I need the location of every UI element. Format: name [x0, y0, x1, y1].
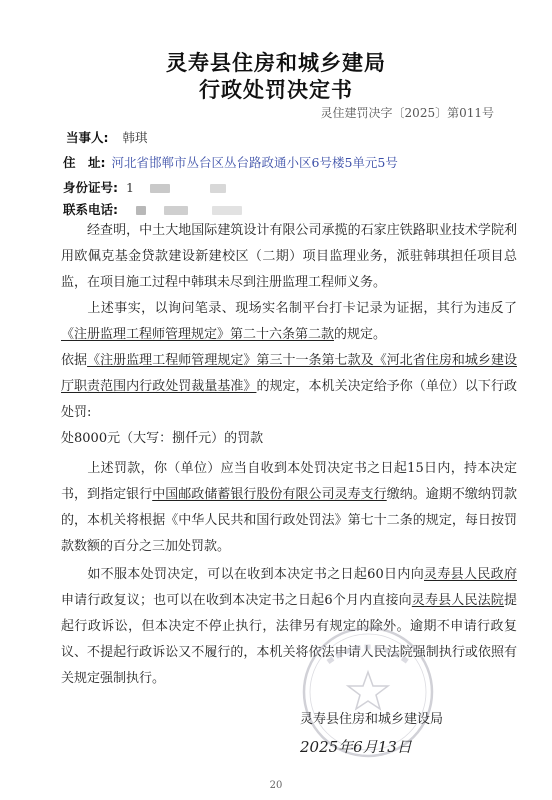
redacted-id-block [210, 184, 226, 193]
evidence-paragraph: 上述事实，以询问笔录、现场实名制平台打卡记录为证据，其行为违反了《注册监理工程师管理规定》第二十六条第二款的规定。 [61, 301, 517, 342]
findings-paragraph: 经查明，中土大地国际建筑设计有限公司承揽的石家庄铁路职业技术学院利用欧佩克基金贷款建设新建校区（二期）项目监理业务，派驻韩琪担任项目总监，在项目施工过程中韩琪未尽到注册监理工程师义务。 [61, 223, 517, 290]
document-number: 灵住建罚决字〔2025〕第011号 [320, 106, 494, 120]
document-title: 行政处罚决定书 [199, 77, 353, 102]
payment-paragraph: 上述罚款，你（单位）应当自收到本处罚决定书之日起15日内，持本决定书，到指定银行中国邮政储蓄银行股份有限公司灵寿支行缴纳。逾期不缴纳罚款的，本机关将根据《中华人民共和国行政处罚法》第七十二条的规定，每日按罚款数额的百分之三加处罚款。 [61, 461, 517, 554]
party-name-label: 当事人: [66, 130, 109, 145]
party-name-row [66, 128, 148, 146]
penalty-line: 处8000元（大写：捌仟元）的罚款 [61, 431, 264, 446]
party-name: 韩琪 [122, 130, 148, 145]
basis-regulations: 《注册监理工程师管理规定》第三十一条第七款及《河北省住房和城乡建设厅职责范围内行政处罚裁量基准》 [61, 353, 517, 394]
designated-bank: 中国邮政储蓄银行股份有限公司灵寿支行 [152, 487, 387, 502]
review-authority: 灵寿县人民政府 [424, 567, 517, 582]
phone-label: 联系电话: [63, 202, 118, 217]
signing-date: 2025年6月13日 [300, 738, 412, 756]
id-prefix: 1 [125, 180, 134, 195]
id-row [63, 178, 226, 196]
violated-regulation: 《注册监理工程师管理规定》第二十六条第二款 [61, 327, 335, 342]
redacted-phone-block [164, 206, 188, 215]
id-label: 身份证号: [63, 180, 118, 195]
redacted-phone-block [136, 206, 146, 215]
appeal-paragraph: 如不服本处罚决定，可以在收到本决定书之日起60日内向灵寿县人民政府申请行政复议；也可以在收到本决定书之日起6个月内直接向灵寿县人民法院提起行政诉讼，但本决定不停止执行，法律另有规定的除外。逾期不申请行政复议、不提起行政诉讼又不履行的，本机关将依法申请人民法院强制执行或依照有关规定强制执行。 [61, 567, 517, 686]
redacted-id-block [150, 184, 170, 193]
redacted-phone-block [212, 206, 242, 215]
page-number: 20 [269, 780, 283, 791]
issuer-title: 灵寿县住房和城乡建局 [166, 50, 386, 75]
court-name: 灵寿县人民法院 [411, 593, 504, 608]
address-label: 住 址: [63, 155, 106, 170]
address-row [63, 153, 398, 171]
signing-authority: 灵寿县住房和城乡建设局 [300, 712, 444, 727]
address-value: 河北省邯郸市丛台区丛台路政通小区6号楼5单元5号 [111, 155, 398, 170]
basis-paragraph: 依据《注册监理工程师管理规定》第三十一条第七款及《河北省住房和城乡建设厅职责范围内行政处罚裁量基准》的规定，本机关决定给予你（单位）以下行政处罚: [61, 353, 517, 420]
phone-row [63, 200, 242, 218]
